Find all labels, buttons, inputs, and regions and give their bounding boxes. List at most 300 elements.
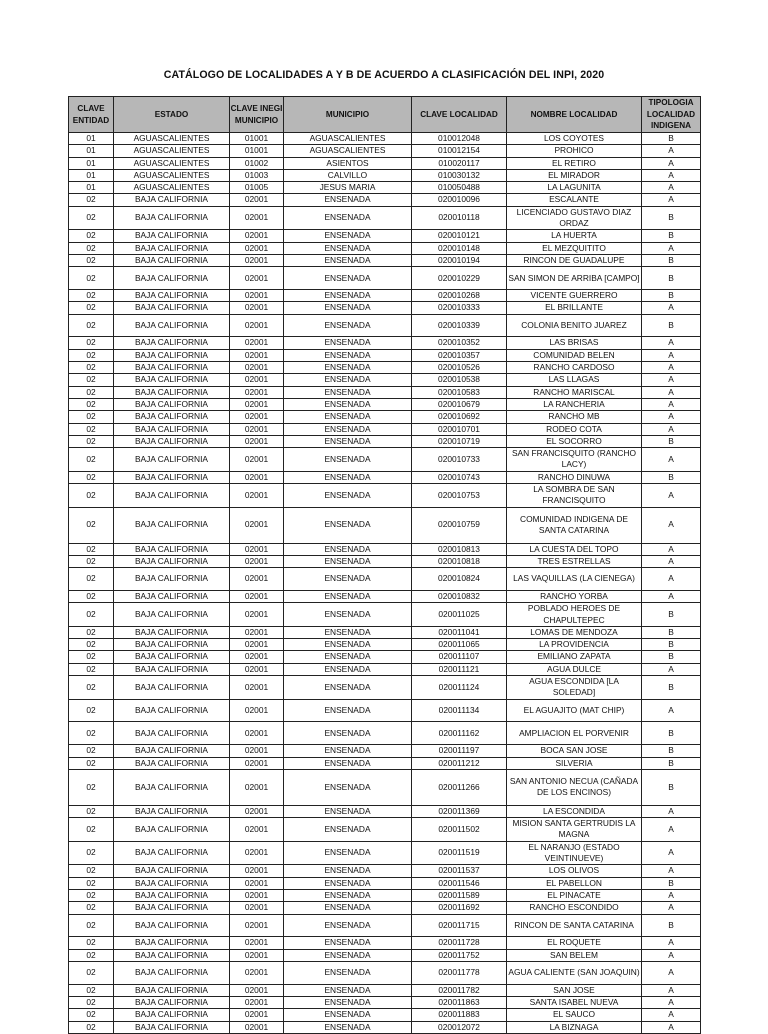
cell-estado: BAJA CALIFORNIA [114, 757, 230, 769]
cell-clave-entidad: 02 [69, 290, 114, 302]
cell-municipio: ENSENADA [284, 805, 412, 817]
cell-estado: BAJA CALIFORNIA [114, 841, 230, 865]
cell-clave-localidad: 020010813 [412, 543, 507, 555]
cell-clave-entidad: 02 [69, 603, 114, 627]
cell-nombre-localidad: LAS LLAGAS [507, 374, 642, 386]
cell-clave-inegi-municipio: 02001 [230, 663, 284, 675]
cell-clave-localidad: 020010333 [412, 302, 507, 314]
cell-nombre-localidad: EL MEZQUITITO [507, 242, 642, 254]
cell-nombre-localidad: EMILIANO ZAPATA [507, 651, 642, 663]
cell-nombre-localidad: RANCHO CARDOSO [507, 362, 642, 374]
table-row [69, 242, 701, 254]
cell-estado: BAJA CALIFORNIA [114, 818, 230, 842]
table-row [69, 206, 701, 230]
cell-clave-localidad: 020011715 [412, 914, 507, 937]
cell-clave-localidad: 020011883 [412, 1009, 507, 1021]
cell-tipologia: B [642, 471, 701, 483]
table-row [69, 435, 701, 447]
cell-clave-entidad: 02 [69, 722, 114, 745]
cell-tipologia: B [642, 314, 701, 337]
cell-nombre-localidad: EL SOCORRO [507, 435, 642, 447]
cell-municipio: ENSENADA [284, 206, 412, 230]
cell-municipio: ENSENADA [284, 745, 412, 757]
cell-municipio: ENSENADA [284, 1021, 412, 1033]
header-tipologia: TIPOLOGIA LOCALIDAD INDIGENA [642, 97, 701, 133]
cell-clave-localidad: 010012048 [412, 133, 507, 145]
cell-clave-entidad: 02 [69, 435, 114, 447]
cell-nombre-localidad: RANCHO MB [507, 411, 642, 423]
cell-nombre-localidad: PROHICO [507, 145, 642, 157]
cell-estado: BAJA CALIFORNIA [114, 386, 230, 398]
cell-nombre-localidad: COMUNIDAD INDIGENA DE SANTA CATARINA [507, 507, 642, 543]
table-row [69, 314, 701, 337]
cell-clave-inegi-municipio: 02001 [230, 568, 284, 591]
cell-clave-inegi-municipio: 02001 [230, 507, 284, 543]
cell-nombre-localidad: SAN SIMON DE ARRIBA [CAMPO] [507, 267, 642, 290]
cell-tipologia: A [642, 937, 701, 949]
cell-estado: BAJA CALIFORNIA [114, 769, 230, 805]
cell-clave-entidad: 02 [69, 591, 114, 603]
cell-clave-inegi-municipio: 02001 [230, 543, 284, 555]
cell-clave-localidad: 020011502 [412, 818, 507, 842]
cell-estado: BAJA CALIFORNIA [114, 902, 230, 914]
cell-clave-localidad: 020011546 [412, 877, 507, 889]
cell-clave-localidad: 020010818 [412, 555, 507, 567]
header-clave-entidad: CLAVE ENTIDAD [69, 97, 114, 133]
cell-clave-localidad: 020010357 [412, 349, 507, 361]
cell-clave-localidad: 010020117 [412, 157, 507, 169]
cell-nombre-localidad: POBLADO HEROES DE CHAPULTEPEC [507, 603, 642, 627]
cell-municipio: ENSENADA [284, 362, 412, 374]
cell-clave-entidad: 02 [69, 699, 114, 722]
cell-nombre-localidad: EL RETIRO [507, 157, 642, 169]
table-row [69, 448, 701, 472]
cell-estado: BAJA CALIFORNIA [114, 914, 230, 937]
cell-clave-entidad: 02 [69, 206, 114, 230]
cell-clave-inegi-municipio: 02001 [230, 1021, 284, 1033]
cell-estado: AGUASCALIENTES [114, 133, 230, 145]
cell-municipio: ENSENADA [284, 194, 412, 206]
cell-clave-entidad: 01 [69, 145, 114, 157]
cell-estado: BAJA CALIFORNIA [114, 411, 230, 423]
cell-clave-inegi-municipio: 02001 [230, 651, 284, 663]
cell-tipologia: A [642, 841, 701, 865]
cell-clave-entidad: 02 [69, 865, 114, 877]
cell-clave-localidad: 020011519 [412, 841, 507, 865]
cell-clave-inegi-municipio: 01001 [230, 133, 284, 145]
cell-nombre-localidad: SAN FRANCISQUITO (RANCHO LACY) [507, 448, 642, 472]
cell-tipologia: B [642, 877, 701, 889]
cell-clave-entidad: 02 [69, 841, 114, 865]
cell-clave-inegi-municipio: 02001 [230, 435, 284, 447]
cell-estado: BAJA CALIFORNIA [114, 1021, 230, 1033]
cell-clave-entidad: 02 [69, 937, 114, 949]
table-row [69, 302, 701, 314]
cell-tipologia: A [642, 902, 701, 914]
page-title: CATÁLOGO DE LOCALIDADES A Y B DE ACUERDO A CLASIFICACIÓN DEL INPI, 2020 [163, 69, 605, 81]
cell-clave-entidad: 02 [69, 254, 114, 266]
cell-clave-entidad: 02 [69, 639, 114, 651]
cell-clave-entidad: 02 [69, 769, 114, 805]
cell-clave-localidad: 020010719 [412, 435, 507, 447]
cell-clave-entidad: 02 [69, 507, 114, 543]
cell-tipologia: A [642, 157, 701, 169]
cell-nombre-localidad: SANTA ISABEL NUEVA [507, 997, 642, 1009]
cell-clave-inegi-municipio: 02001 [230, 302, 284, 314]
cell-clave-entidad: 02 [69, 267, 114, 290]
cell-clave-localidad: 020010538 [412, 374, 507, 386]
cell-tipologia: A [642, 169, 701, 181]
table-row [69, 722, 701, 745]
cell-tipologia: A [642, 949, 701, 961]
cell-tipologia: A [642, 1021, 701, 1033]
cell-clave-inegi-municipio: 02001 [230, 254, 284, 266]
cell-clave-localidad: 020011537 [412, 865, 507, 877]
cell-municipio: ENSENADA [284, 337, 412, 349]
cell-nombre-localidad: EL ROQUETE [507, 937, 642, 949]
cell-clave-entidad: 02 [69, 448, 114, 472]
cell-clave-localidad: 020010832 [412, 591, 507, 603]
cell-municipio: ENSENADA [284, 865, 412, 877]
cell-municipio: ASIENTOS [284, 157, 412, 169]
cell-clave-entidad: 02 [69, 949, 114, 961]
cell-nombre-localidad: LA CUESTA DEL TOPO [507, 543, 642, 555]
cell-clave-entidad: 02 [69, 194, 114, 206]
cell-clave-entidad: 02 [69, 555, 114, 567]
table-row [69, 484, 701, 508]
cell-clave-inegi-municipio: 02001 [230, 484, 284, 508]
cell-clave-inegi-municipio: 02001 [230, 937, 284, 949]
cell-estado: BAJA CALIFORNIA [114, 591, 230, 603]
cell-estado: BAJA CALIFORNIA [114, 374, 230, 386]
header-nombre-localidad: NOMBRE LOCALIDAD [507, 97, 642, 133]
cell-estado: BAJA CALIFORNIA [114, 206, 230, 230]
cell-clave-localidad: 020011124 [412, 676, 507, 700]
localities-table [68, 96, 701, 1034]
cell-municipio: ENSENADA [284, 877, 412, 889]
table-header-row [69, 97, 701, 133]
cell-clave-localidad: 020011369 [412, 805, 507, 817]
cell-clave-localidad: 020010118 [412, 206, 507, 230]
cell-clave-inegi-municipio: 02001 [230, 626, 284, 638]
table-row [69, 805, 701, 817]
cell-clave-localidad: 020011266 [412, 769, 507, 805]
table-row [69, 169, 701, 181]
cell-estado: BAJA CALIFORNIA [114, 949, 230, 961]
cell-clave-localidad: 020011589 [412, 889, 507, 901]
cell-clave-inegi-municipio: 02001 [230, 194, 284, 206]
table-row [69, 194, 701, 206]
cell-clave-entidad: 01 [69, 157, 114, 169]
cell-estado: AGUASCALIENTES [114, 169, 230, 181]
cell-clave-inegi-municipio: 02001 [230, 889, 284, 901]
cell-estado: BAJA CALIFORNIA [114, 314, 230, 337]
cell-estado: BAJA CALIFORNIA [114, 290, 230, 302]
cell-estado: BAJA CALIFORNIA [114, 254, 230, 266]
cell-municipio: ENSENADA [284, 961, 412, 984]
cell-tipologia: A [642, 302, 701, 314]
cell-nombre-localidad: TRES ESTRELLAS [507, 555, 642, 567]
table-row [69, 639, 701, 651]
cell-nombre-localidad: EL MIRADOR [507, 169, 642, 181]
cell-clave-entidad: 01 [69, 182, 114, 194]
cell-tipologia: A [642, 865, 701, 877]
table-row [69, 984, 701, 996]
cell-clave-localidad: 020011121 [412, 663, 507, 675]
cell-municipio: ENSENADA [284, 818, 412, 842]
cell-tipologia: B [642, 290, 701, 302]
cell-clave-entidad: 02 [69, 398, 114, 410]
cell-estado: BAJA CALIFORNIA [114, 937, 230, 949]
cell-municipio: JESUS MARIA [284, 182, 412, 194]
cell-estado: BAJA CALIFORNIA [114, 194, 230, 206]
cell-clave-inegi-municipio: 02001 [230, 555, 284, 567]
cell-clave-entidad: 02 [69, 230, 114, 242]
cell-nombre-localidad: BOCA SAN JOSE [507, 745, 642, 757]
cell-clave-inegi-municipio: 02001 [230, 1009, 284, 1021]
cell-clave-localidad: 020010753 [412, 484, 507, 508]
table-row [69, 230, 701, 242]
cell-municipio: ENSENADA [284, 769, 412, 805]
cell-municipio: ENSENADA [284, 411, 412, 423]
cell-municipio: ENSENADA [284, 543, 412, 555]
cell-clave-entidad: 02 [69, 676, 114, 700]
cell-clave-localidad: 020011782 [412, 984, 507, 996]
cell-clave-inegi-municipio: 02001 [230, 349, 284, 361]
table-row [69, 699, 701, 722]
table-row [69, 663, 701, 675]
cell-clave-inegi-municipio: 02001 [230, 242, 284, 254]
cell-tipologia: A [642, 507, 701, 543]
cell-clave-entidad: 01 [69, 169, 114, 181]
cell-estado: BAJA CALIFORNIA [114, 435, 230, 447]
cell-municipio: ENSENADA [284, 302, 412, 314]
cell-clave-inegi-municipio: 02001 [230, 639, 284, 651]
table-row [69, 133, 701, 145]
cell-clave-inegi-municipio: 02001 [230, 865, 284, 877]
cell-clave-entidad: 02 [69, 997, 114, 1009]
cell-nombre-localidad: EL AGUAJITO (MAT CHIP) [507, 699, 642, 722]
cell-municipio: ENSENADA [284, 937, 412, 949]
cell-municipio: ENSENADA [284, 722, 412, 745]
cell-estado: BAJA CALIFORNIA [114, 651, 230, 663]
cell-clave-entidad: 02 [69, 374, 114, 386]
cell-municipio: ENSENADA [284, 423, 412, 435]
cell-tipologia: B [642, 206, 701, 230]
cell-clave-entidad: 02 [69, 902, 114, 914]
cell-estado: BAJA CALIFORNIA [114, 423, 230, 435]
header-clave-inegi-municipio: CLAVE INEGI MUNICIPIO [230, 97, 284, 133]
cell-nombre-localidad: EL PINACATE [507, 889, 642, 901]
cell-estado: BAJA CALIFORNIA [114, 267, 230, 290]
cell-tipologia: A [642, 337, 701, 349]
cell-estado: BAJA CALIFORNIA [114, 448, 230, 472]
cell-tipologia: A [642, 568, 701, 591]
cell-municipio: CALVILLO [284, 169, 412, 181]
cell-clave-inegi-municipio: 02001 [230, 745, 284, 757]
cell-tipologia: A [642, 555, 701, 567]
table-row [69, 349, 701, 361]
cell-clave-inegi-municipio: 02001 [230, 757, 284, 769]
cell-estado: BAJA CALIFORNIA [114, 639, 230, 651]
cell-nombre-localidad: LA BIZNAGA [507, 1021, 642, 1033]
cell-clave-entidad: 02 [69, 302, 114, 314]
table-row [69, 937, 701, 949]
cell-clave-localidad: 020011778 [412, 961, 507, 984]
table-row [69, 626, 701, 638]
cell-municipio: ENSENADA [284, 435, 412, 447]
cell-estado: BAJA CALIFORNIA [114, 362, 230, 374]
cell-tipologia: B [642, 133, 701, 145]
cell-estado: BAJA CALIFORNIA [114, 961, 230, 984]
cell-estado: AGUASCALIENTES [114, 182, 230, 194]
cell-clave-inegi-municipio: 02001 [230, 997, 284, 1009]
cell-estado: BAJA CALIFORNIA [114, 302, 230, 314]
cell-clave-entidad: 02 [69, 362, 114, 374]
table-row [69, 362, 701, 374]
table-row [69, 182, 701, 194]
cell-nombre-localidad: LOS COYOTES [507, 133, 642, 145]
cell-clave-inegi-municipio: 02001 [230, 290, 284, 302]
cell-estado: BAJA CALIFORNIA [114, 676, 230, 700]
cell-clave-localidad: 020011162 [412, 722, 507, 745]
cell-municipio: ENSENADA [284, 386, 412, 398]
cell-tipologia: B [642, 603, 701, 627]
cell-clave-entidad: 02 [69, 349, 114, 361]
header-clave-localidad: CLAVE LOCALIDAD [412, 97, 507, 133]
cell-nombre-localidad: SILVERIA [507, 757, 642, 769]
cell-nombre-localidad: AMPLIACION EL PORVENIR [507, 722, 642, 745]
cell-nombre-localidad: RINCON DE GUADALUPE [507, 254, 642, 266]
cell-clave-localidad: 020011692 [412, 902, 507, 914]
cell-municipio: ENSENADA [284, 568, 412, 591]
table-row [69, 568, 701, 591]
cell-municipio: ENSENADA [284, 254, 412, 266]
cell-clave-localidad: 020010096 [412, 194, 507, 206]
cell-clave-inegi-municipio: 02001 [230, 603, 284, 627]
cell-clave-inegi-municipio: 02001 [230, 314, 284, 337]
cell-clave-localidad: 020010268 [412, 290, 507, 302]
cell-municipio: ENSENADA [284, 484, 412, 508]
table-row [69, 651, 701, 663]
cell-municipio: ENSENADA [284, 757, 412, 769]
cell-tipologia: B [642, 757, 701, 769]
cell-estado: BAJA CALIFORNIA [114, 471, 230, 483]
cell-municipio: ENSENADA [284, 663, 412, 675]
table-row [69, 769, 701, 805]
cell-clave-localidad: 020010692 [412, 411, 507, 423]
cell-nombre-localidad: EL BRILLANTE [507, 302, 642, 314]
table-row [69, 411, 701, 423]
cell-clave-entidad: 02 [69, 1021, 114, 1033]
cell-clave-inegi-municipio: 02001 [230, 676, 284, 700]
cell-estado: BAJA CALIFORNIA [114, 543, 230, 555]
cell-tipologia: B [642, 651, 701, 663]
cell-nombre-localidad: AGUA CALIENTE (SAN JOAQUIN) [507, 961, 642, 984]
cell-clave-inegi-municipio: 01005 [230, 182, 284, 194]
cell-tipologia: B [642, 435, 701, 447]
cell-municipio: ENSENADA [284, 949, 412, 961]
cell-estado: BAJA CALIFORNIA [114, 865, 230, 877]
cell-clave-entidad: 02 [69, 818, 114, 842]
cell-municipio: ENSENADA [284, 603, 412, 627]
cell-municipio: ENSENADA [284, 699, 412, 722]
cell-municipio: ENSENADA [284, 471, 412, 483]
cell-municipio: ENSENADA [284, 267, 412, 290]
cell-municipio: ENSENADA [284, 997, 412, 1009]
table-row [69, 865, 701, 877]
cell-clave-localidad: 020010526 [412, 362, 507, 374]
cell-clave-inegi-municipio: 02001 [230, 984, 284, 996]
cell-municipio: ENSENADA [284, 841, 412, 865]
cell-tipologia: B [642, 745, 701, 757]
cell-clave-entidad: 02 [69, 877, 114, 889]
cell-clave-localidad: 020010352 [412, 337, 507, 349]
cell-estado: BAJA CALIFORNIA [114, 889, 230, 901]
cell-clave-inegi-municipio: 02001 [230, 877, 284, 889]
cell-clave-localidad: 020011065 [412, 639, 507, 651]
cell-clave-entidad: 02 [69, 889, 114, 901]
cell-municipio: ENSENADA [284, 290, 412, 302]
header-municipio: MUNICIPIO [284, 97, 412, 133]
cell-estado: BAJA CALIFORNIA [114, 663, 230, 675]
cell-nombre-localidad: EL NARANJO (ESTADO VEINTINUEVE) [507, 841, 642, 865]
cell-tipologia: A [642, 663, 701, 675]
cell-clave-inegi-municipio: 02001 [230, 471, 284, 483]
cell-tipologia: A [642, 997, 701, 1009]
cell-clave-entidad: 02 [69, 423, 114, 435]
cell-clave-inegi-municipio: 01002 [230, 157, 284, 169]
cell-clave-localidad: 020011025 [412, 603, 507, 627]
cell-tipologia: A [642, 961, 701, 984]
cell-nombre-localidad: LA ESCONDIDA [507, 805, 642, 817]
cell-tipologia: A [642, 889, 701, 901]
cell-nombre-localidad: LOMAS DE MENDOZA [507, 626, 642, 638]
cell-estado: BAJA CALIFORNIA [114, 984, 230, 996]
cell-clave-inegi-municipio: 02001 [230, 423, 284, 435]
cell-nombre-localidad: RANCHO YORBA [507, 591, 642, 603]
cell-clave-entidad: 02 [69, 242, 114, 254]
cell-clave-entidad: 02 [69, 626, 114, 638]
cell-municipio: ENSENADA [284, 914, 412, 937]
cell-nombre-localidad: COLONIA BENITO JUAREZ [507, 314, 642, 337]
table-row [69, 254, 701, 266]
cell-clave-entidad: 02 [69, 484, 114, 508]
cell-clave-entidad: 02 [69, 663, 114, 675]
cell-clave-inegi-municipio: 02001 [230, 206, 284, 230]
cell-nombre-localidad: RANCHO DINUWA [507, 471, 642, 483]
cell-tipologia: A [642, 362, 701, 374]
cell-nombre-localidad: LAS BRISAS [507, 337, 642, 349]
cell-clave-entidad: 01 [69, 133, 114, 145]
cell-tipologia: A [642, 194, 701, 206]
cell-clave-localidad: 020010229 [412, 267, 507, 290]
cell-clave-entidad: 02 [69, 471, 114, 483]
cell-municipio: ENSENADA [284, 374, 412, 386]
cell-tipologia: B [642, 722, 701, 745]
cell-nombre-localidad: AGUA DULCE [507, 663, 642, 675]
cell-clave-localidad: 020011041 [412, 626, 507, 638]
cell-municipio: ENSENADA [284, 398, 412, 410]
cell-tipologia: B [642, 914, 701, 937]
table-row [69, 471, 701, 483]
cell-municipio: ENSENADA [284, 626, 412, 638]
header-estado: ESTADO [114, 97, 230, 133]
cell-estado: BAJA CALIFORNIA [114, 507, 230, 543]
cell-clave-localidad: 020010339 [412, 314, 507, 337]
cell-clave-localidad: 020011134 [412, 699, 507, 722]
cell-clave-entidad: 02 [69, 543, 114, 555]
